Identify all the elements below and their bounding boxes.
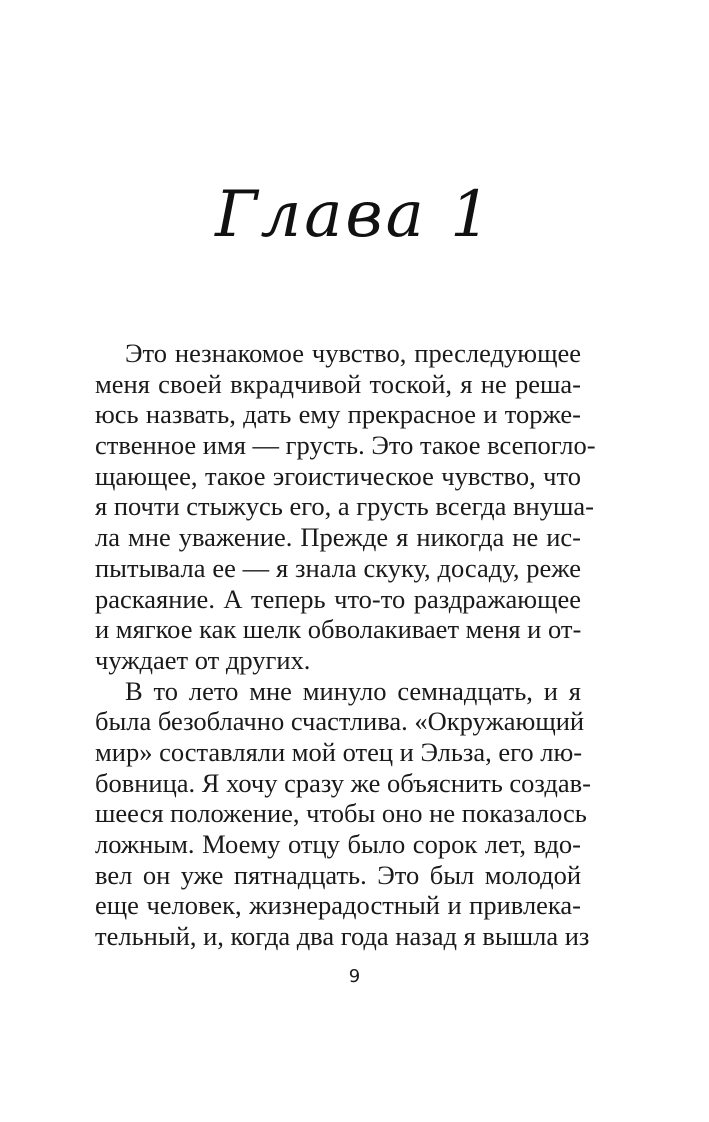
text-line: еще человек, жизнерадостный и привлека- [95, 890, 581, 921]
text-line: шееся положение, чтобы оно не показалось [95, 798, 587, 829]
text-line: была безоблачно счастлива. «Окружающий [95, 706, 585, 737]
text-line: тельный, и, когда два года назад я вышла из [95, 921, 590, 952]
body-text [95, 338, 596, 952]
text-line: ла мне уважение. Прежде я никогда не ис- [95, 522, 581, 553]
paragraph [95, 338, 596, 676]
text-line: мир» составляли мой отец и Эльза, его лю- [95, 736, 583, 767]
text-line: я почти стыжусь его, а грусть всегда внуша- [95, 491, 594, 522]
text-line: пытывала ее — я знала скуку, досаду, реже [95, 552, 581, 583]
text-line: и мягкое как шелк обволакивает меня и от- [95, 614, 582, 645]
text-line: щающее, такое эгоистическое чувство, что [95, 460, 581, 491]
text-line: Это незнакомое чувство, преследующее [125, 338, 581, 368]
page-number: 9 [348, 966, 361, 987]
text-line: раскаяние. А теперь что-то раздражающее [95, 583, 581, 614]
text-line: ственное имя — грусть. Это такое всепогло- [95, 430, 596, 461]
text-line: юсь назвать, дать ему прекрасное и торже- [95, 399, 581, 430]
text-line: вел он уже пятнадцать. Это был молодой [95, 859, 581, 890]
chapter-title: Глава 1 [215, 178, 494, 252]
text-line: меня своей вкрадчивой тоской, я не реша- [95, 368, 581, 399]
text-line: бовница. Я хочу сразу же объяснить создав- [95, 767, 591, 798]
text-line: ложным. Моему отцу было сорок лет, вдо- [95, 829, 581, 859]
paragraph [95, 675, 591, 952]
text-line: чуждает от других. [95, 644, 311, 675]
text-line: В то лето мне минуло семнадцать, и я [125, 675, 581, 706]
